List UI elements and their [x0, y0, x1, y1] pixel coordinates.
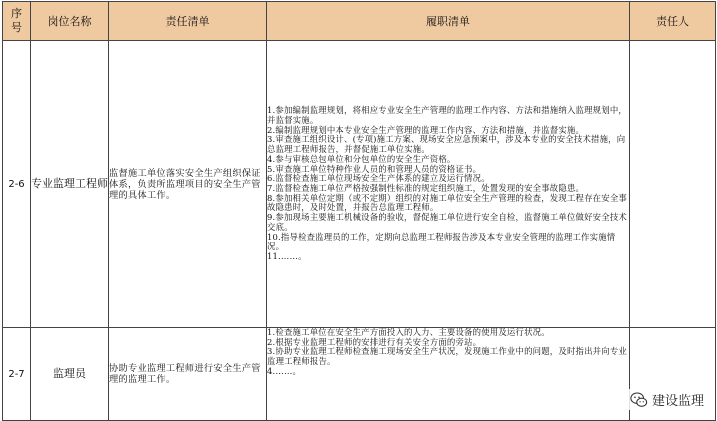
header-responsibility: 责任清单	[109, 2, 267, 41]
header-seq: 序 号	[3, 2, 31, 41]
table-row	[3, 41, 716, 328]
responsibility-table	[2, 1, 716, 421]
header-position: 岗位名称	[31, 2, 109, 41]
row-performance-list	[267, 41, 630, 328]
performance-item: 5.审查施工单位特种作业人员的和管理人员的资格证书。	[267, 165, 629, 175]
row-responsibility: 监督施工单位落实安全生产组织保证体系，负责所监理项目的安全生产管理的具体工作。	[109, 41, 267, 328]
performance-item: 1.检查施工单位在安全生产方面投入的人力、主要设备的使用及运行状况。	[267, 328, 629, 338]
watermark-text: 建设监理	[652, 390, 704, 409]
performance-item: 8.参加相关单位定期（或不定期）组织的对施工单位安全生产管理的检查，发现工程存在安全事故隐患时，及时处置，并报告总监理工程师。	[267, 194, 629, 213]
row-seq: 2-6	[3, 41, 31, 328]
table-row	[3, 328, 716, 421]
performance-item: 10.指导检查监理员的工作，定期向总监理工程师报告涉及本专业安全管理的监理工作实施情况。	[267, 233, 629, 252]
performance-item: 1.参加编制监理规划，将相应专业安全生产管理的监理工作内容、方法和措施纳入监理规划中，并监督实施。	[267, 106, 629, 125]
performance-item: 6.监督检查施工单位现场安全生产体系的建立及运行情况。	[267, 174, 629, 184]
performance-item: 4.参与审核总包单位和分包单位的安全生产资格。	[267, 155, 629, 165]
performance-item: 3.审查施工组织设计、(专项)施工方案、现场安全应急预案中，涉及本专业的安全技术措施，向总监理工程师报告，并督促施工单位实施。	[267, 135, 629, 154]
row-person	[630, 41, 716, 328]
performance-item: 2.根据专业监理工程师的安排进行有关安全方面的旁站。	[267, 338, 629, 348]
header-performance: 履职清单	[267, 2, 630, 41]
performance-item: 3.协助专业监理工程师检查施工现场安全生产状况，发现施工作业中的问题，及时指出并向专业监理工程师报告。	[267, 347, 629, 366]
row-performance-list	[267, 328, 630, 421]
performance-item: 2.编制监理规划中本专业安全生产管理的监理工作内容、方法和措施，并监督实施。	[267, 126, 629, 136]
header-person: 责任人	[630, 2, 716, 41]
row-position: 监理员	[31, 328, 109, 421]
watermark	[627, 389, 707, 410]
wechat-icon	[630, 391, 648, 409]
performance-item: 7.监督检查施工单位严格按强制性标准的规定组织施工，处置发现的安全事故隐患。	[267, 184, 629, 194]
performance-item: 11.……。	[267, 252, 629, 262]
row-seq: 2-7	[3, 328, 31, 421]
row-position: 专业监理工程师	[31, 41, 109, 328]
performance-item: 4.……。	[267, 367, 629, 377]
header-row	[3, 2, 716, 41]
performance-item: 9.参加现场主要施工机械设备的验收，督促施工单位进行安全自检，监督施工单位做好安全技术交底。	[267, 213, 629, 232]
row-responsibility: 协助专业监理工程师进行安全生产管理的监理工作。	[109, 328, 267, 421]
